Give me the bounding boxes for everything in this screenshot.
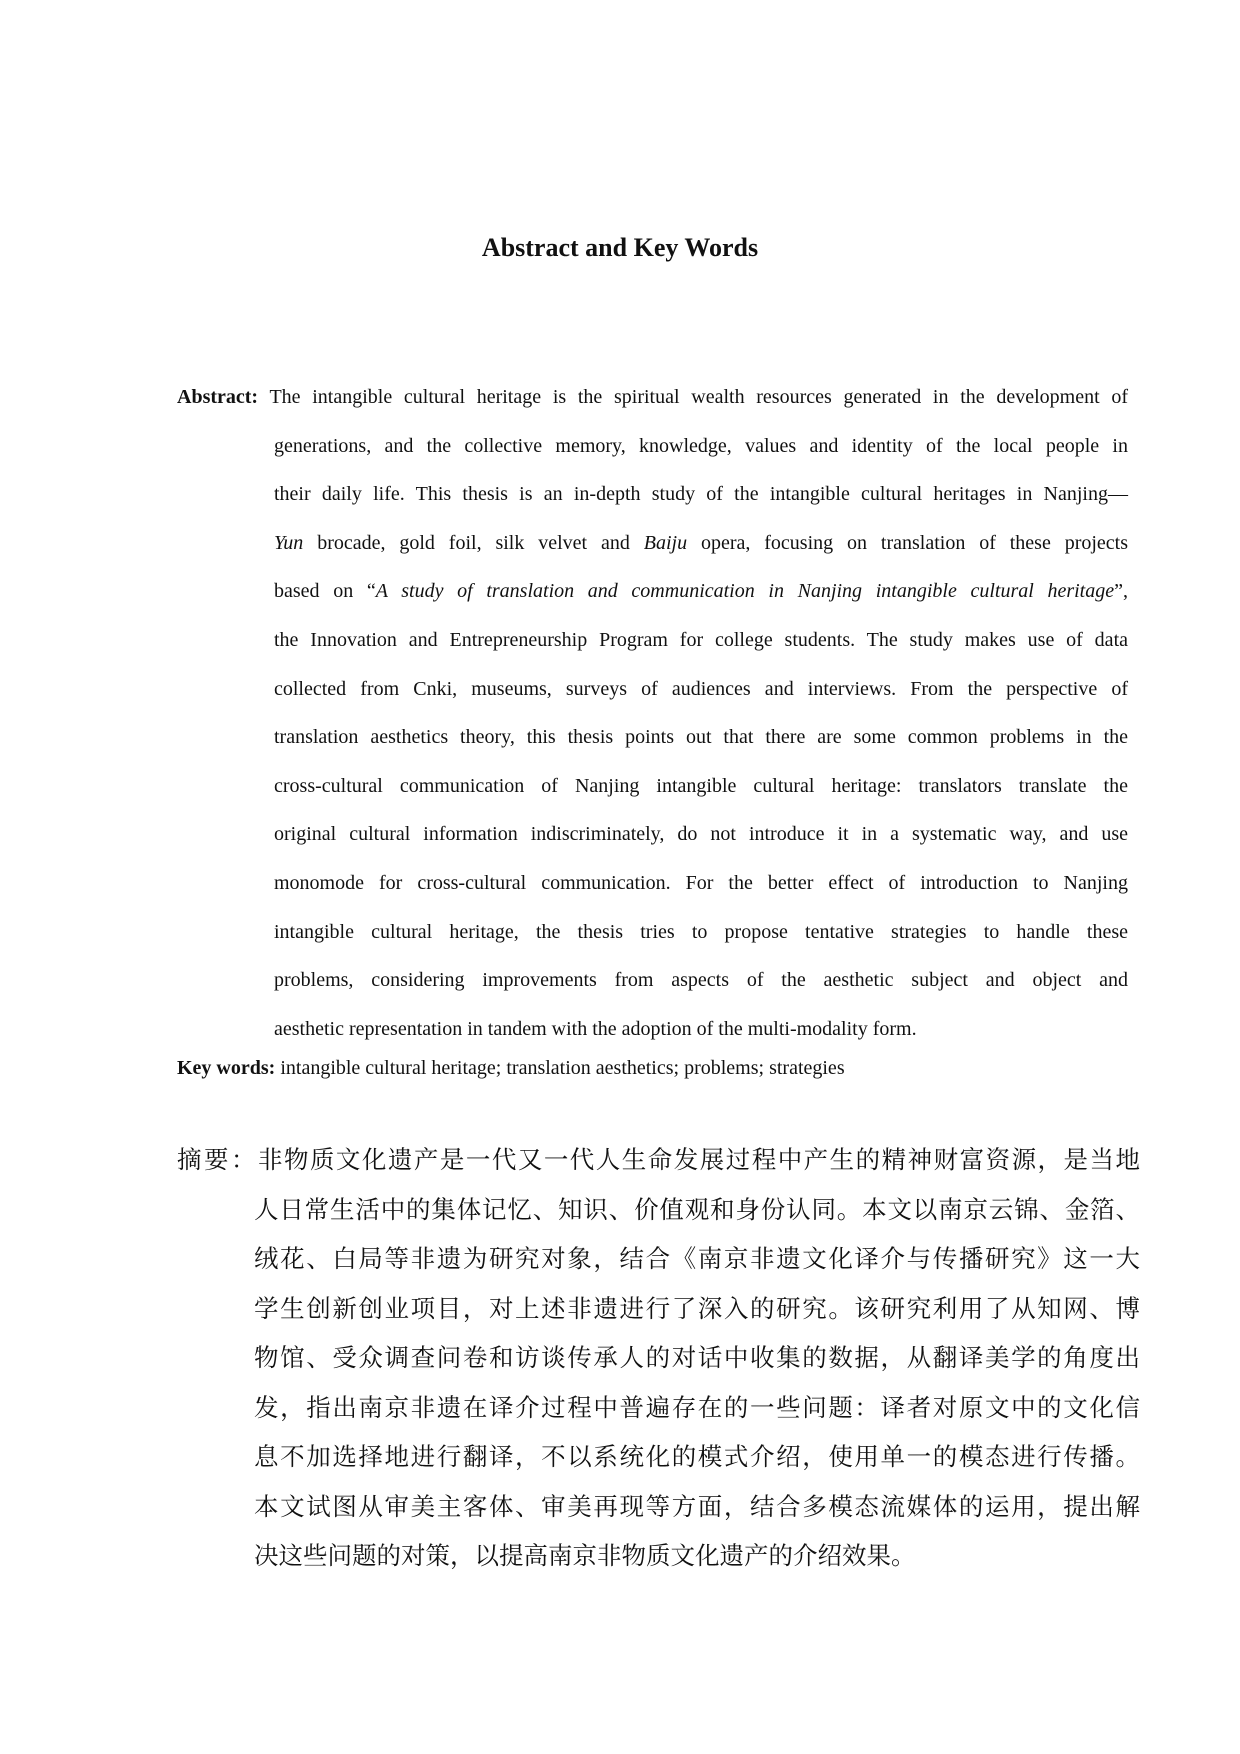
zh-abstract-body [177, 1185, 1140, 1581]
project-title-italic: A study of translation and communication in Nanjing intangible cultural heritage [375, 580, 1115, 603]
abstract-line-3: their daily life. This thesis is an in-depth study of the intangible cultural heritages in Nanjing— [274, 483, 1128, 506]
zh-line-5: 物馆、受众调查问卷和访谈传承人的对话中收集的数据，从翻译美学的角度出 [254, 1343, 1140, 1372]
zh-line-9: 决这些问题的对策，以提高南京非物质文化遗产的介绍效果。 [254, 1541, 916, 1570]
zh-line-6: 发，指出南京非遗在译介过程中普遍存在的一些问题：译者对原文中的文化信 [254, 1392, 1140, 1422]
zh-line-3: 绒花、白局等非遗为研究对象，结合《南京非遗文化译介与传播研究》这一大 [254, 1244, 1140, 1273]
abstract-line-5 [274, 567, 1128, 616]
keywords-label: Key words: [177, 1057, 276, 1079]
abstract-line-4a: brocade, gold foil, silk velvet and [317, 531, 644, 554]
abstract-line-14: aesthetic representation in tandem with the adoption of the multi-modality form. [274, 1017, 917, 1040]
abstract-line-2: generations, and the collective memory, knowledge, values and identity of the local people in [274, 434, 1128, 457]
zh-line-7: 息不加选择地进行翻译，不以系统化的模式介绍，使用单一的模态进行传播。 [254, 1442, 1140, 1471]
abstract-line-11: monomode for cross-cultural communication. For the better effect of introduction to Nanjing [274, 871, 1128, 894]
abstract-line-10: original cultural information indiscriminately, do not introduce it in a systematic way, and use [274, 823, 1128, 846]
abstract-line-12: intangible cultural heritage, the thesis tries to propose tentative strategies to handle these [274, 920, 1128, 943]
abstract-line-5b: ”, [1114, 580, 1129, 603]
page-title: Abstract and Key Words [481, 233, 759, 262]
zh-line-1: 非物质文化遗产是一代又一代人生命发展过程中产生的精神财富资源，是当地 [257, 1145, 1141, 1174]
abstract-line-4 [274, 519, 1128, 568]
zh-line-8: 本文试图从审美主客体、审美再现等方面，结合多模态流媒体的运用，提出解 [254, 1491, 1140, 1521]
abstract-line-7: collected from Cnki, museums, surveys of audiences and interviews. From the perspective of [274, 677, 1128, 700]
abstract-label: Abstract: [177, 386, 259, 408]
abstract-line-9: cross-cultural communication of Nanjing intangible cultural heritage: translators translate the [274, 774, 1128, 797]
zh-abstract-label: 摘要： [177, 1145, 258, 1174]
abstract-line-8: translation aesthetics theory, this thesis points out that there are some common problems in the [274, 726, 1128, 749]
italic-baiju: Baiju [643, 531, 688, 554]
italic-yun: Yun [274, 531, 304, 554]
abstract-line-6: the Innovation and Entrepreneurship Program for college students. The study makes use of data [274, 628, 1128, 651]
abstract-line-5a: based on “ [274, 580, 376, 603]
chinese-abstract [177, 1135, 1140, 1581]
abstract-first-line [177, 373, 1128, 422]
english-keywords [177, 1050, 845, 1086]
abstract-line-4b: opera, focusing on translation of these projects [700, 531, 1129, 554]
abstract-line-1: The intangible cultural heritage is the spiritual wealth resources generated in the development of [258, 386, 1128, 408]
english-abstract [177, 373, 1128, 1053]
abstract-body [177, 422, 1128, 1054]
zh-line-2: 人日常生活中的集体记忆、知识、价值观和身份认同。本文以南京云锦、金箔、 [254, 1194, 1140, 1224]
zh-line-4: 学生创新创业项目，对上述非遗进行了深入的研究。该研究利用了从知网、博 [254, 1293, 1140, 1323]
abstract-line-13: problems, considering improvements from aspects of the aesthetic subject and object and [274, 969, 1128, 992]
zh-abstract-first-line [177, 1135, 1140, 1185]
keywords-text: intangible cultural heritage; translation aesthetics; problems; strategies [275, 1057, 845, 1079]
